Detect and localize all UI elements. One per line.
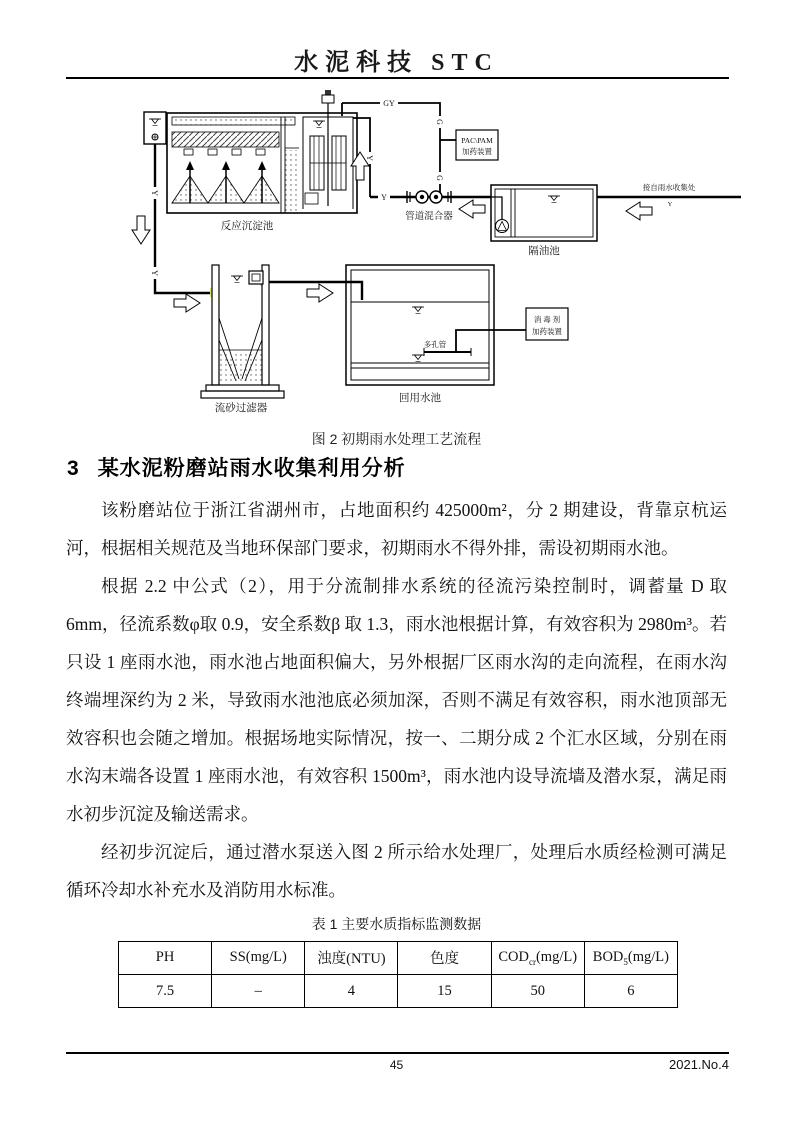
figure-caption: 图 2 初期雨水处理工艺流程 [311,431,482,447]
section-number: 3 [67,457,80,480]
table-cell: 15 [398,975,491,1008]
header-rule [66,77,729,79]
section-heading [67,452,406,482]
figure-2-diagram [129,88,749,438]
table-cell: 6 [584,975,677,1008]
disinfectant-label-line2: 加药装置 [532,327,562,336]
pipe-mixer-label: 管道混合器 [405,212,453,222]
body-text [66,491,727,909]
right-arrow-icon [307,284,333,302]
reaction-tank-label: 反应沉淀池 [220,221,274,232]
left-arrow-icon [459,200,485,218]
pipe-label-g: G [435,119,444,125]
pipe-label-gy: GY [383,99,395,108]
issue-number: 2021.No.4 [669,1057,729,1072]
pac-pam-label-line2: 加药装置 [462,147,492,156]
table-header-cell: 色度 [398,942,491,975]
pipe-label-y: Y [150,190,159,196]
footer-rule [66,1052,729,1054]
pipe-label-y: Y [150,270,159,276]
table-header-cell: 浊度(NTU) [305,942,398,975]
water-quality-table [118,941,678,1008]
right-arrow-icon [174,294,200,312]
down-arrow-icon [132,216,150,244]
paragraph: 根据 2.2 中公式（2），用于分流制排水系统的径流污染控制时，调蓄量 D 取 6mm，径流系数φ取 0.9，安全系数β 取 1.3，雨水池根据计算，有效容积为 2980m³。若只设 1 座雨水池，雨水池占地面积偏大，另外根据厂区雨水沟的走向流程，在雨水沟终端埋深约为 2 米，导致雨水池池底必须加深，否则不满足有效容积，雨水池顶部无效容积也会随之增加。根据场地实际情况，按一、二期分成 2 个汇水区域，分别在雨水沟末端各设置 1 座雨水池，有效容积 1500m³，雨水池内设导流墙及潜水泵，满足雨水初步沉淀及输送需求。 [66,576,727,824]
table-caption: 表 1 主要水质指标监测数据 [311,916,482,932]
journal-title: 水泥科技 STC [294,50,499,76]
page-number: 45 [389,1058,404,1072]
disinfectant-dosing-device [526,308,568,340]
paragraph: 该粉磨站位于浙江省湖州市，占地面积约 425000m²，分 2 期建设，背靠京杭运河，根据相关规范及当地环保部门要求，初期雨水不得外排，需设初期雨水池。 [66,500,727,558]
reuse-water-tank [346,265,494,385]
table-header-cell: $COD_{cr}(mg/L)$ [491,942,584,975]
table-cell: 50 [491,975,584,1008]
table-header-cell: $BOD_5(mg/L)$ [584,942,677,975]
oil-separator-label: 隔油池 [528,246,560,257]
pipe-label-y: Y [381,193,387,202]
oil-separator-tank [491,185,597,241]
pipe-label-y: Y [667,201,673,208]
reuse-tank-label: 回用水池 [399,393,441,404]
mixing-chamber [303,90,353,209]
table-header-row [119,942,678,975]
sand-filter-label: 流砂过滤器 [214,403,268,414]
paragraph: 经初步沉淀后，通过潜水泵送入图 2 所示给水处理厂，处理后水质经检测可满足循环冷却水补充水及消防用水标准。 [66,842,727,900]
porous-pipe-label: 多孔管 [423,340,447,349]
section-title: 某水泥粉磨站雨水收集利用分析 [97,457,406,480]
pipe-label-g: G [435,175,444,181]
pac-pam-label-line1: PAC\PAM [461,136,493,145]
sand-filter-vessel [201,265,284,398]
inlet-chamber [144,112,166,144]
table-cell: 4 [305,975,398,1008]
table-cell: – [212,975,305,1008]
table-cell: 7.5 [119,975,212,1008]
table-header-cell: SS(mg/L) [212,942,305,975]
table-header-cell: PH [119,942,212,975]
left-arrow-icon [626,202,652,220]
inlet-source-label: 接自雨水收集处 [642,183,696,192]
disinfectant-label-line1: 消 毒 剂 [533,315,561,324]
process-flow-svg [129,88,749,438]
pipes [155,144,741,352]
pipe-label-y: Y [365,155,374,161]
pac-pam-dosing-device [456,130,498,160]
table-data-row [119,975,678,1008]
